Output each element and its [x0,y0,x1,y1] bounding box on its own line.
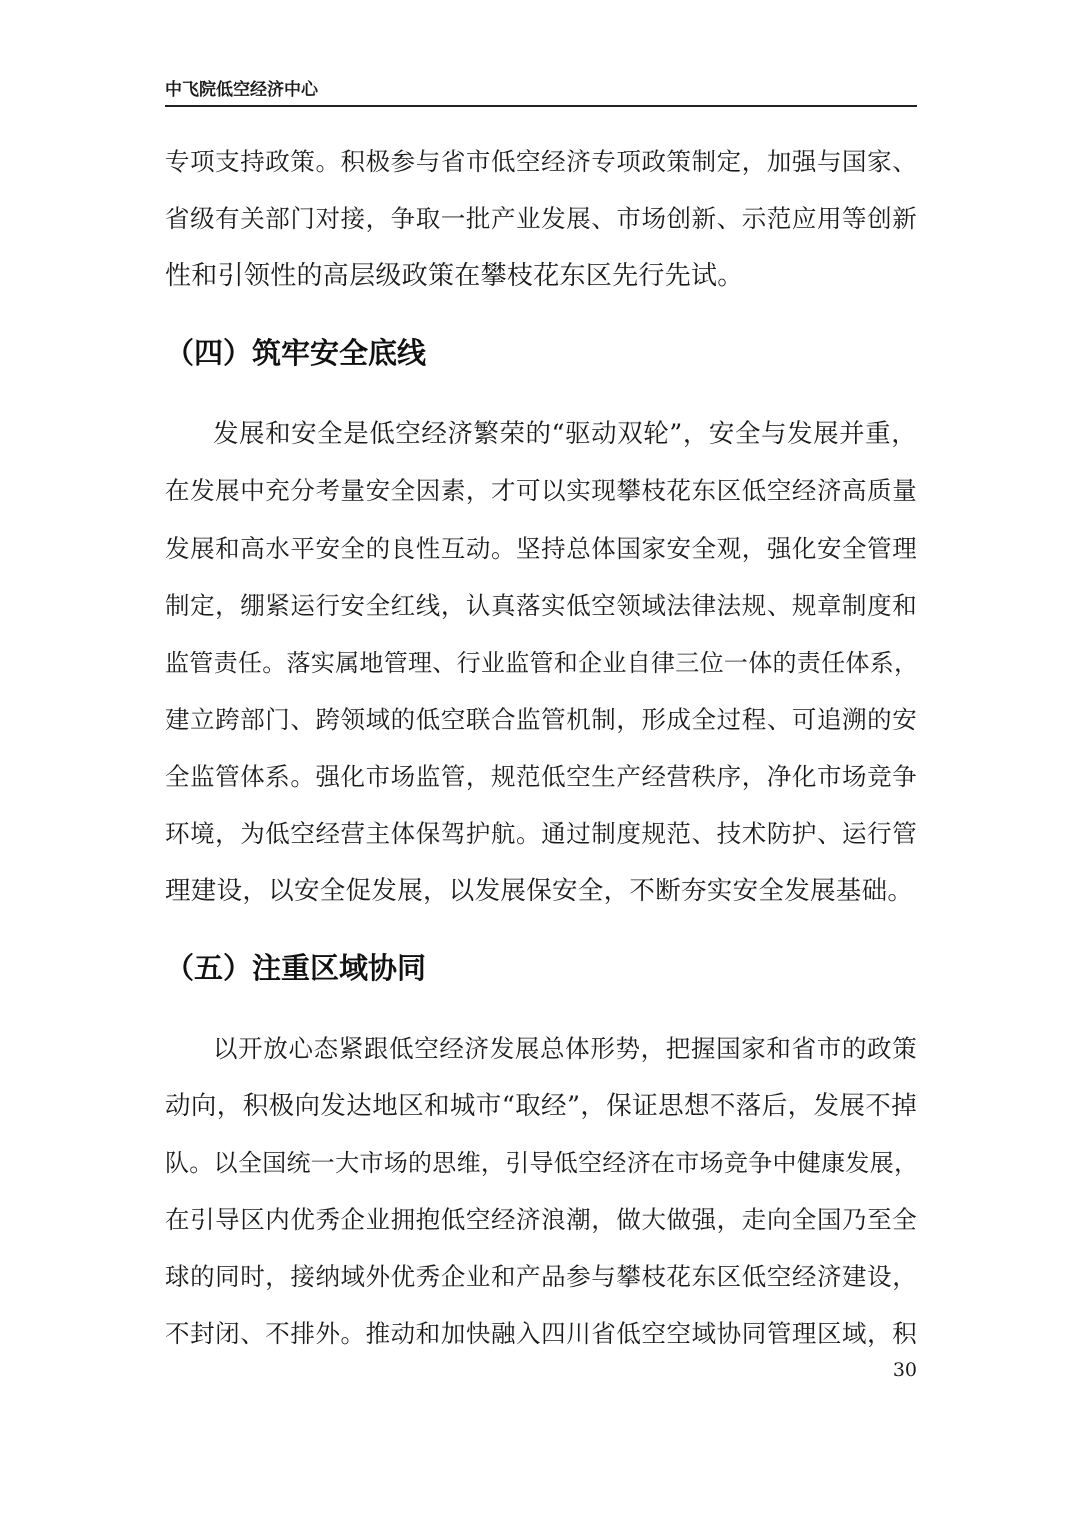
section-heading-5: （五）注重区域协同 [165,951,427,985]
paragraph-line: 在发展中充分考量安全因素，才可以实现攀枝花东区低空经济高质量 [165,476,917,505]
paragraph-line: 理建设，以安全促发展，以发展保安全，不断夯实安全发展基础。 [165,876,914,906]
paragraph-line: 专项支持政策。积极参与省市低空经济专项政策制定，加强与国家、 [165,147,917,176]
paragraph-line: 全监管体系。强化市场监管，规范低空生产经营秩序，净化市场竞争 [165,762,917,791]
page-number: 30 [892,1359,917,1381]
paragraph-line: 以开放心态紧跟低空经济发展总体形势，把握国家和省市的政策 [213,1034,917,1063]
paragraph-line: 性和引领性的高层级政策在攀枝花东区先行先试。 [165,261,744,291]
paragraph-line: 发展和安全是低空经济繁荣的“驱动双轮”，安全与发展并重， [213,419,917,449]
paragraph-line: 建立跨部门、跨领域的低空联合监管机制，形成全过程、可追溯的安 [165,705,917,734]
paragraph-line: 不封闭、不排外。推动和加快融入四川省低空空域协同管理区域，积 [165,1319,917,1348]
paragraph-line: 监管责任。落实属地管理、行业监管和企业自律三位一体的责任体系， [165,649,919,677]
paragraph-line: 动向，积极向发达地区和城市“取经”，保证思想不落后，发展不掉 [165,1091,917,1121]
paragraph-line: 队。以全国统一大市场的思维，引导低空经济在市场竞争中健康发展， [165,1149,919,1177]
paragraph-line: 在引导区内优秀企业拥抱低空经济浪潮，做大做强，走向全国乃至全 [165,1205,917,1234]
paragraph-line: 省级有关部门对接，争取一批产业发展、市场创新、示范应用等创新 [165,204,917,233]
header-title: 中飞院低空经济中心 [165,80,318,100]
header-rule [165,105,917,107]
paragraph-line: 发展和高水平安全的良性互动。坚持总体国家安全观，强化安全管理 [165,534,917,563]
paragraph-line: 环境，为低空经营主体保驾护航。通过制度规范、技术防护、运行管 [165,819,917,848]
paragraph-line: 制定，绷紧运行安全红线，认真落实低空领域法律法规、规章制度和 [165,591,917,620]
paragraph-line: 球的同时，接纳域外优秀企业和产品参与攀枝花东区低空经济建设， [165,1262,917,1291]
page-header [165,76,917,104]
section-heading-4: （四）筑牢安全底线 [165,336,427,370]
